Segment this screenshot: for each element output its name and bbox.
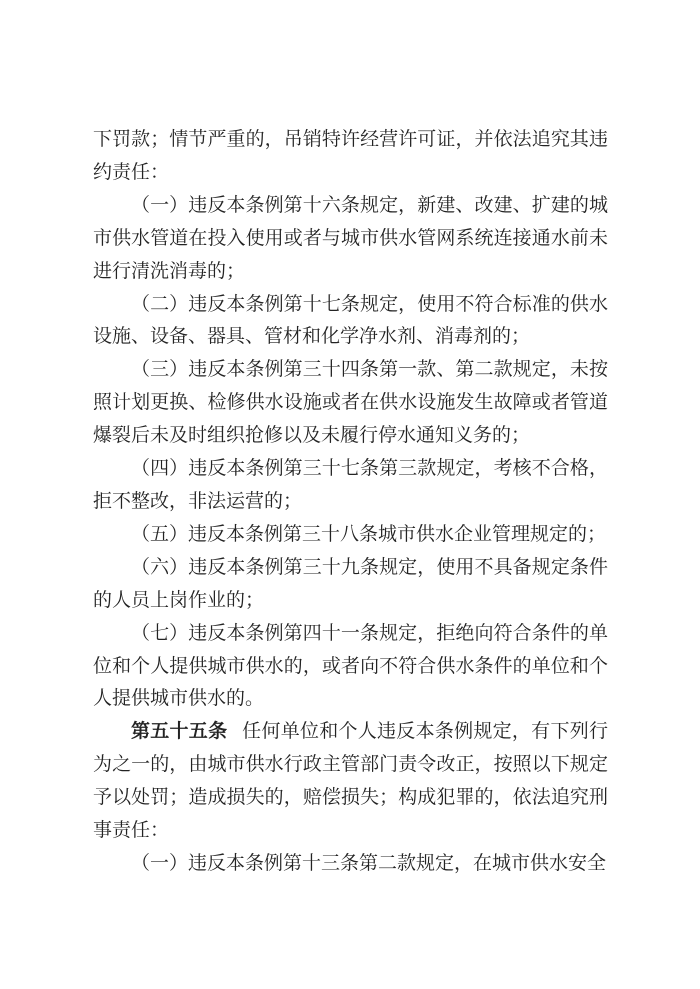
paragraph-text: 任何单位和个人违反本条例规定，有下列行为之一的，由城市供水行政主管部门责令改正，按照以下规定予以处罚；造成损失的，赔偿损失；构成犯罪的，依法追究刑事责任： bbox=[93, 721, 608, 842]
paragraph-text: （七）违反本条例第四十一条规定，拒绝向符合条件的单位和个人提供城市供水的，或者向不符合供水条件的单位和个人提供城市供水的。 bbox=[93, 622, 608, 710]
paragraph bbox=[93, 552, 608, 618]
paragraph bbox=[93, 354, 608, 453]
paragraph bbox=[93, 848, 608, 881]
paragraph-text: （二）违反本条例第十七条规定，使用不符合标准的供水设施、设备、器具、管材和化学净水剂、消毒剂的； bbox=[93, 293, 608, 348]
document-text-block bbox=[93, 124, 608, 881]
paragraph bbox=[93, 519, 608, 552]
paragraph bbox=[93, 190, 608, 289]
paragraph bbox=[93, 618, 608, 717]
paragraph bbox=[93, 453, 608, 519]
paragraph-text: 下罚款；情节严重的，吊销特许经营许可证，并依法追究其违约责任： bbox=[93, 129, 608, 183]
paragraph bbox=[93, 289, 608, 355]
article-number: 第五十五条 bbox=[131, 721, 228, 743]
paragraph-text: （五）违反本条例第三十八条城市供水企业管理规定的； bbox=[131, 523, 607, 545]
paragraph-text: （一）违反本条例第十三条第二款规定，在城市供水安全 bbox=[131, 852, 607, 874]
paragraph-text: （四）违反本条例第三十七条第三款规定，考核不合格，拒不整改，非法运营的； bbox=[93, 458, 608, 512]
paragraph bbox=[93, 716, 608, 848]
paragraph-text: （六）违反本条例第三十九条规定，使用不具备规定条件的人员上岗作业的； bbox=[93, 556, 608, 611]
paragraph-text: （一）违反本条例第十六条规定，新建、改建、扩建的城市供水管道在投入使用或者与城市供水管网系统连接通水前未进行清洗消毒的； bbox=[93, 194, 608, 282]
paragraph-text: （三）违反本条例第三十四条第一款、第二款规定，未按照计划更换、检修供水设施或者在供水设施发生故障或者管道爆裂后未及时组织抢修以及未履行停水通知义务的； bbox=[93, 359, 608, 447]
paragraph bbox=[93, 124, 608, 190]
